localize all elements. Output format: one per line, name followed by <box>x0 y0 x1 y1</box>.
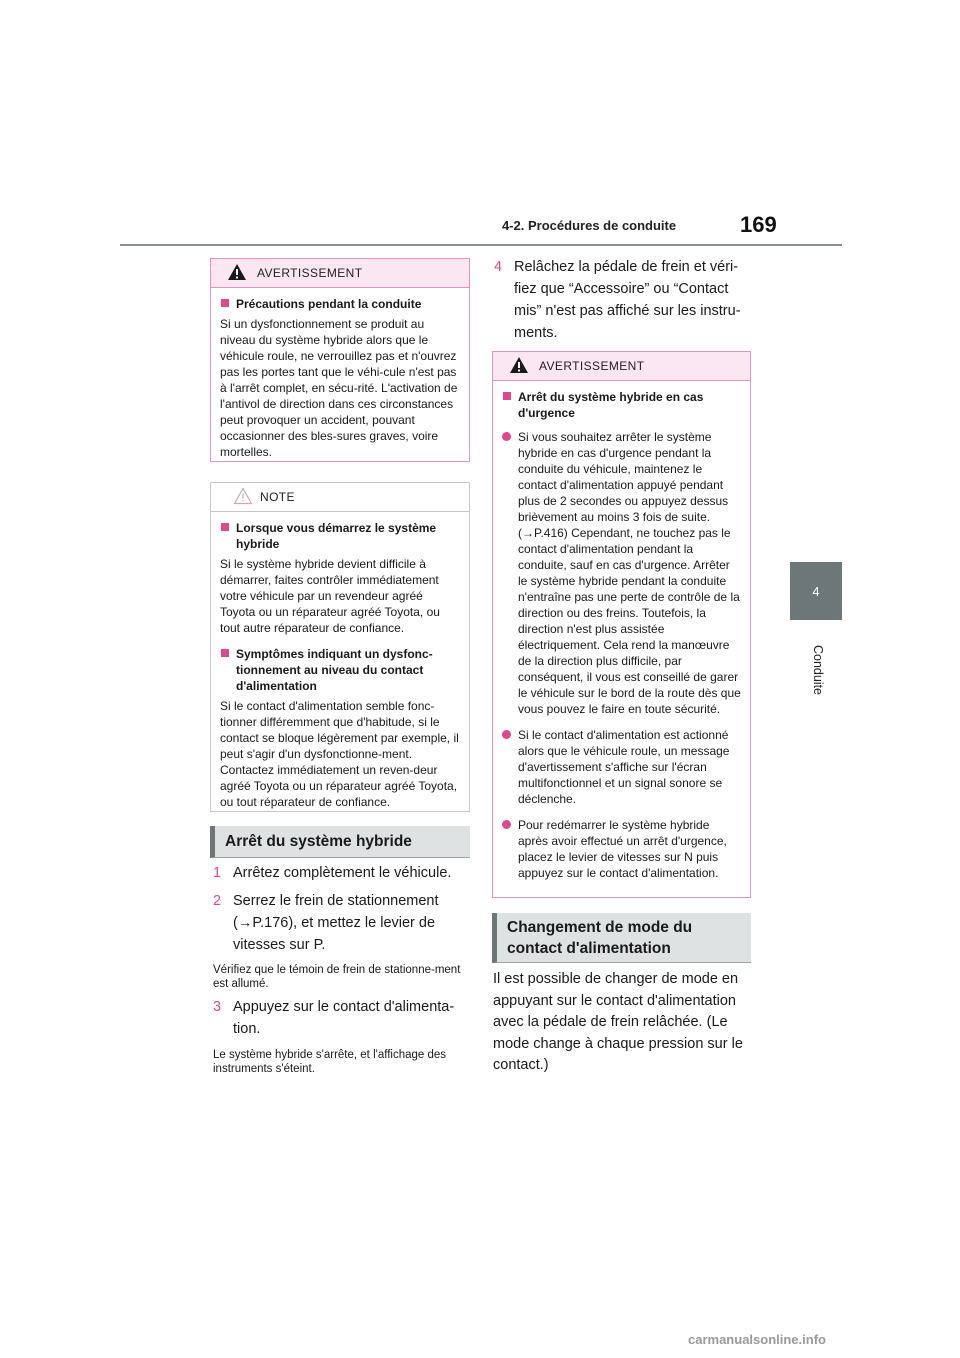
section-heading-mode: Changement de mode du contact d'alimentation <box>492 913 751 963</box>
step-2-line-2: (→P.176), et mettez le levier de <box>233 915 436 931</box>
note-text-start: Si le système hybride devient difficile à démarrer, faites contrôler immédiatement votre véhicule par un revendeur agréé Toyota ou un réparateur agréé Toyota, ou tout autre réparateur de confiance. <box>220 557 440 635</box>
note-box <box>210 482 470 812</box>
step-4-number: 4 <box>494 259 503 275</box>
warning-box-header <box>211 259 469 288</box>
warning-label: AVERTISSEMENT <box>257 266 363 280</box>
watermark: carmanualsonline.info <box>688 1332 826 1347</box>
step-2-line-1: Serrez le frein de stationnement <box>233 893 439 909</box>
step-2-number: 2 <box>213 893 222 909</box>
step-4-line-3: mis” n'est pas affiché sur les instru- <box>514 303 741 319</box>
step-2-note: Vérifiez que le témoin de frein de stationne-ment est allumé. <box>213 964 461 990</box>
step-3-number: 3 <box>213 999 222 1015</box>
step-3-note: Le système hybride s'arrête, et l'affichage des instruments s'éteint. <box>213 1049 447 1075</box>
step-4-line-2: fiez que “Accessoire” ou “Contact <box>514 281 729 297</box>
warning-heading: Précautions pendant la conduite <box>220 296 460 312</box>
section-heading-stop: Arrêt du système hybride <box>210 826 470 858</box>
note-text-symptoms: Si le contact d'alimentation semble fonc-tionner différemment que d'habitude, si le contact se bloque légèrement par exemple, il peut s'agir d'un dysfonctionne-ment. Contactez immédiatement un reven-deur agréé Toyota ou un réparateur agréé Toyota, ou tout réparateur de confiance. <box>220 699 459 809</box>
step-1-number: 1 <box>213 865 222 881</box>
step-2 <box>213 890 473 956</box>
note-box-header <box>211 483 469 512</box>
step-3-line-1: Appuyez sur le contact d'alimenta- <box>233 999 455 1015</box>
step-4 <box>494 256 759 344</box>
emergency-bullet-1: Si vous souhaitez arrêter le système hybride en cas d'urgence pendant la conduite du véhicule, maintenez le contact d'alimentation appuyé pendant plus de 2 secondes ou appuyez dessus brièvement au moins 3 fois de suite. (→P.416) Cependant, ne touchez pas le contact d'alimentation pendant la conduite, sauf en cas d'urgence. Arrêter le système hybride pendant la conduite n'entraîne pas une perte de contrôle de la direction ou des freins. Toutefois, la direction n'est plus assistée électriquement. Cela rend la manœuvre de la direction plus difficile, par conséquent, il vous est conseillé de garer le véhicule sur le bord de la route dès que vous pouvez le faire en toute sécurité. <box>502 429 741 717</box>
warning-2-label: AVERTISSEMENT <box>539 359 645 373</box>
step-2-line-3: vitesses sur P. <box>233 937 326 953</box>
warning-box-2-header <box>493 352 750 381</box>
step-4-line-1: Relâchez la pédale de frein et véri- <box>514 259 739 275</box>
step-4-line-4: ments. <box>514 325 558 341</box>
note-label: NOTE <box>260 490 295 504</box>
chapter-tab[interactable] <box>790 562 842 620</box>
step-3 <box>213 996 473 1040</box>
note-heading-symptoms: Symptômes indiquant un dysfonc-tionnement au niveau du contact d'alimentation <box>220 646 460 694</box>
header-rule <box>120 244 842 246</box>
warning-text: Si un dysfonctionnement se produit au niveau du système hybride alors que le véhicule roule, ne verrouillez pas et n'ouvrez pas les portes tant que le véhi-cule n'est pas à l'arrêt complet, en sécu-rité. L'activation de l'antivol de direction dans ces circonstances peut provoquer un accident, pouvant occasionner des bles-sures graves, voire mortelles. <box>220 317 458 459</box>
warning-box-emergency-stop <box>492 351 751 898</box>
page-number: 169 <box>740 212 777 237</box>
emergency-bullet-2: Si le contact d'alimentation est actionné alors que le véhicule roule, un message d'avertissement s'affiche sur l'écran multifonctionnel et un signal sonore se déclenche. <box>502 727 741 807</box>
warning-2-heading: Arrêt du système hybride en cas d'urgence <box>502 389 741 421</box>
step-3-line-2: tion. <box>233 1021 261 1037</box>
step-1-text: Arrêtez complètement le véhicule. <box>233 865 452 881</box>
chapter-number: 4 <box>812 583 820 599</box>
emergency-bullet-3: Pour redémarrer le système hybride après avoir effectué un arrêt d'urgence, placez le levier de vitesses sur N puis appuyez sur le contact d'alimentation. <box>502 817 741 881</box>
section-title: 4-2. Procédures de conduite <box>502 218 677 233</box>
note-heading-start: Lorsque vous démarrez le système hybride <box>220 520 460 552</box>
mode-description: Il est possible de changer de mode en appuyant sur le contact d'alimentation avec la pédale de frein relâchée. (Le mode change à chaque pression sur le contact.) <box>493 971 743 1073</box>
step-1 <box>213 862 473 884</box>
chapter-label: Conduite <box>811 644 825 696</box>
warning-box-precautions <box>210 258 470 462</box>
